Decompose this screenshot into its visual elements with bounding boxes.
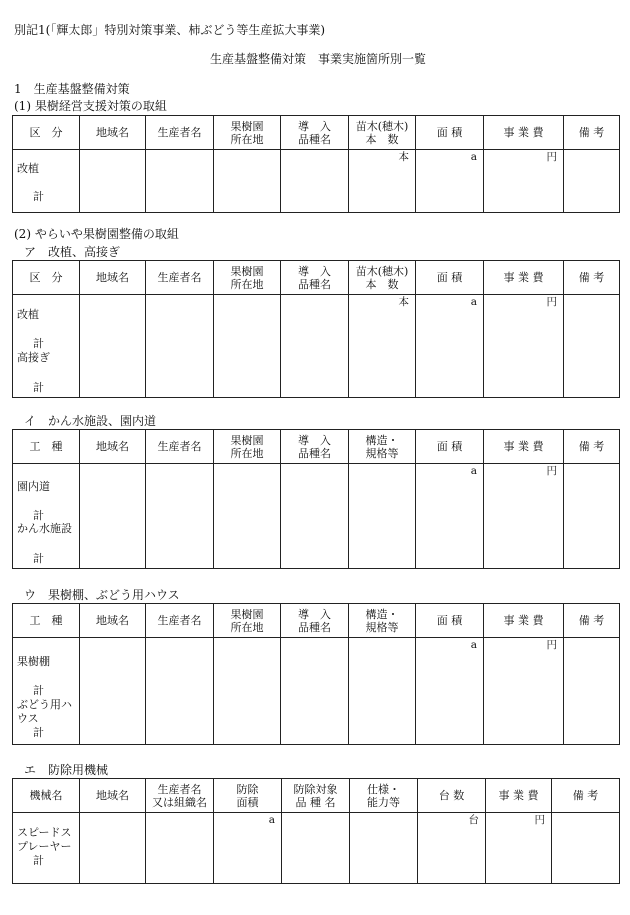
header-structure: 構造・ 規格等 (349, 604, 416, 638)
row-label-replant: 改植 (17, 308, 39, 321)
row-labels-cell (13, 295, 80, 398)
cell-producer[interactable] (146, 464, 214, 569)
cell-region[interactable] (80, 464, 146, 569)
cell-cost[interactable] (484, 464, 564, 569)
header-region: 地域名 (80, 430, 146, 464)
row-label-greenhouse: ぶどう用ハ (17, 698, 72, 711)
subsection-a-title: ア 改植、高接ぎ (24, 245, 121, 259)
header-variety: 導 入 品種名 (281, 261, 349, 295)
cell-cost[interactable] (486, 813, 552, 884)
cell-structure[interactable] (349, 464, 416, 569)
header-region: 地域名 (80, 116, 146, 150)
header-orchard-location: 果樹園 所在地 (214, 261, 281, 295)
header-cost: 事 業 費 (484, 116, 564, 150)
cell-specification[interactable] (350, 813, 418, 884)
header-variety: 導 入 品種名 (281, 116, 349, 150)
cell-region[interactable] (80, 813, 146, 884)
header-area: 面 積 (416, 261, 484, 295)
header-producer-or-org: 生産者名 又は組織名 (146, 779, 214, 813)
unit-count: 台 (468, 814, 479, 826)
header-producer: 生産者名 (146, 261, 214, 295)
cell-remarks[interactable] (552, 813, 620, 884)
header-remarks: 備 考 (552, 779, 620, 813)
cell-producer[interactable] (146, 150, 214, 213)
cell-remarks[interactable] (564, 295, 620, 398)
cell-unit-count[interactable] (418, 813, 486, 884)
subsection-e-title: エ 防除用機械 (24, 763, 109, 777)
subsection-u-title: ウ 果樹棚、ぶどう用ハウス (24, 588, 180, 602)
unit-cost: 円 (546, 639, 557, 651)
header-orchard-location: 果樹園 所在地 (214, 430, 281, 464)
row-labels-cell (13, 150, 80, 213)
cell-area[interactable] (416, 150, 484, 213)
unit-area: a (470, 639, 477, 651)
subsection-1-title: (1) 果樹経営支援対策の取組 (14, 99, 167, 113)
header-orchard-location: 果樹園 所在地 (214, 116, 281, 150)
header-region: 地域名 (80, 261, 146, 295)
cell-variety[interactable] (281, 295, 349, 398)
document-title: 生産基盤整備対策 事業実施箇所別一覧 (210, 52, 427, 66)
header-remarks: 備 考 (564, 261, 620, 295)
row-label-replant: 改植 (17, 162, 39, 175)
cell-cost[interactable] (484, 295, 564, 398)
cell-region[interactable] (80, 638, 146, 745)
table-trellis-greenhouse (12, 603, 620, 745)
table-irrigation-roads (12, 429, 620, 569)
unit-cost: 円 (534, 814, 545, 826)
unit-cost: 円 (546, 151, 557, 163)
row-label-total: 計 (33, 854, 44, 867)
header-structure: 構造・ 規格等 (349, 430, 416, 464)
row-labels-cell (13, 464, 80, 569)
cell-location[interactable] (214, 464, 281, 569)
header-area: 面 積 (416, 116, 484, 150)
header-region: 地域名 (80, 604, 146, 638)
cell-variety[interactable] (281, 150, 349, 213)
cell-seedling-count[interactable] (349, 295, 416, 398)
table-replant-topgraft (12, 260, 620, 398)
header-seedling-count: 苗木(穂木) 本 数 (349, 261, 416, 295)
header-cost: 事 業 費 (484, 430, 564, 464)
unit-area: a (470, 465, 477, 477)
header-cost: 事 業 費 (484, 604, 564, 638)
cell-area[interactable] (416, 464, 484, 569)
cell-producer[interactable] (146, 813, 214, 884)
header-unit-count: 台 数 (418, 779, 486, 813)
row-label-irrigation: かん水施設 (17, 522, 72, 535)
header-category: 区 分 (13, 261, 80, 295)
cell-region[interactable] (80, 150, 146, 213)
row-label-total: 計 (33, 726, 44, 739)
row-labels-cell (13, 813, 80, 884)
header-seedling-count: 苗木(穂木) 本 数 (349, 116, 416, 150)
unit-area: a (470, 296, 477, 308)
cell-producer[interactable] (146, 638, 214, 745)
cell-cost[interactable] (484, 638, 564, 745)
row-label-orchard-road: 園内道 (17, 480, 50, 493)
cell-location[interactable] (214, 150, 281, 213)
cell-area[interactable] (416, 638, 484, 745)
cell-region[interactable] (80, 295, 146, 398)
unit-area: a (268, 814, 275, 826)
cell-remarks[interactable] (564, 464, 620, 569)
header-cost: 事 業 費 (484, 261, 564, 295)
cell-producer[interactable] (146, 295, 214, 398)
cell-remarks[interactable] (564, 150, 620, 213)
cell-structure[interactable] (349, 638, 416, 745)
header-area: 面 積 (416, 604, 484, 638)
header-remarks: 備 考 (564, 430, 620, 464)
row-label-greenhouse-cont: ウス (17, 712, 39, 725)
row-label-speed-sprayer: スピードス (17, 826, 72, 839)
row-label-total: 計 (33, 509, 44, 522)
subsection-i-title: イ かん水施設、園内道 (24, 414, 157, 428)
unit-cost: 円 (546, 296, 557, 308)
cell-location[interactable] (214, 295, 281, 398)
row-label-trellis: 果樹棚 (17, 655, 50, 668)
header-machine-name: 機械名 (13, 779, 80, 813)
header-producer: 生産者名 (146, 116, 214, 150)
cell-variety[interactable] (281, 638, 349, 745)
header-producer: 生産者名 (146, 604, 214, 638)
header-cost: 事 業 費 (486, 779, 552, 813)
header-remarks: 備 考 (564, 116, 620, 150)
header-category: 区 分 (13, 116, 80, 150)
section-1-title: 1 生産基盤整備対策 (14, 82, 130, 96)
table-spraying-machinery (12, 778, 620, 884)
header-orchard-location: 果樹園 所在地 (214, 604, 281, 638)
table-fruit-support (12, 115, 620, 213)
cell-variety[interactable] (281, 464, 349, 569)
row-label-total: 計 (33, 684, 44, 697)
header-target-variety: 防除対象 品 種 名 (282, 779, 350, 813)
header-work-type: 工 種 (13, 430, 80, 464)
header-note: 別記1(「輝太郎」特別対策事業、柿ぶどう等生産拡大事業) (14, 23, 326, 37)
cell-cost[interactable] (484, 150, 564, 213)
unit-cost: 円 (546, 465, 557, 477)
subsection-2-title: (2) やらいや果樹園整備の取組 (14, 227, 179, 241)
unit-count: 本 (398, 151, 409, 163)
header-producer: 生産者名 (146, 430, 214, 464)
cell-spray-area[interactable] (214, 813, 282, 884)
cell-location[interactable] (214, 638, 281, 745)
row-label-speed-sprayer-cont: プレーヤー (17, 840, 72, 853)
cell-remarks[interactable] (564, 638, 620, 745)
header-remarks: 備 考 (564, 604, 620, 638)
header-work-type: 工 種 (13, 604, 80, 638)
header-specification: 仕様・ 能力等 (350, 779, 418, 813)
header-spray-area: 防除 面積 (214, 779, 282, 813)
header-variety: 導 入 品種名 (281, 604, 349, 638)
row-label-total: 計 (33, 337, 44, 350)
unit-area: a (470, 151, 477, 163)
unit-count: 本 (398, 296, 409, 308)
cell-seedling-count[interactable] (349, 150, 416, 213)
header-region: 地域名 (80, 779, 146, 813)
header-area: 面 積 (416, 430, 484, 464)
row-labels-cell (13, 638, 80, 745)
row-label-total: 計 (33, 552, 44, 565)
row-label-total: 計 (33, 381, 44, 394)
cell-target-variety[interactable] (282, 813, 350, 884)
row-label-total: 計 (33, 190, 44, 203)
row-label-topgraft: 高接ぎ (17, 351, 50, 364)
header-variety: 導 入 品種名 (281, 430, 349, 464)
cell-area[interactable] (416, 295, 484, 398)
